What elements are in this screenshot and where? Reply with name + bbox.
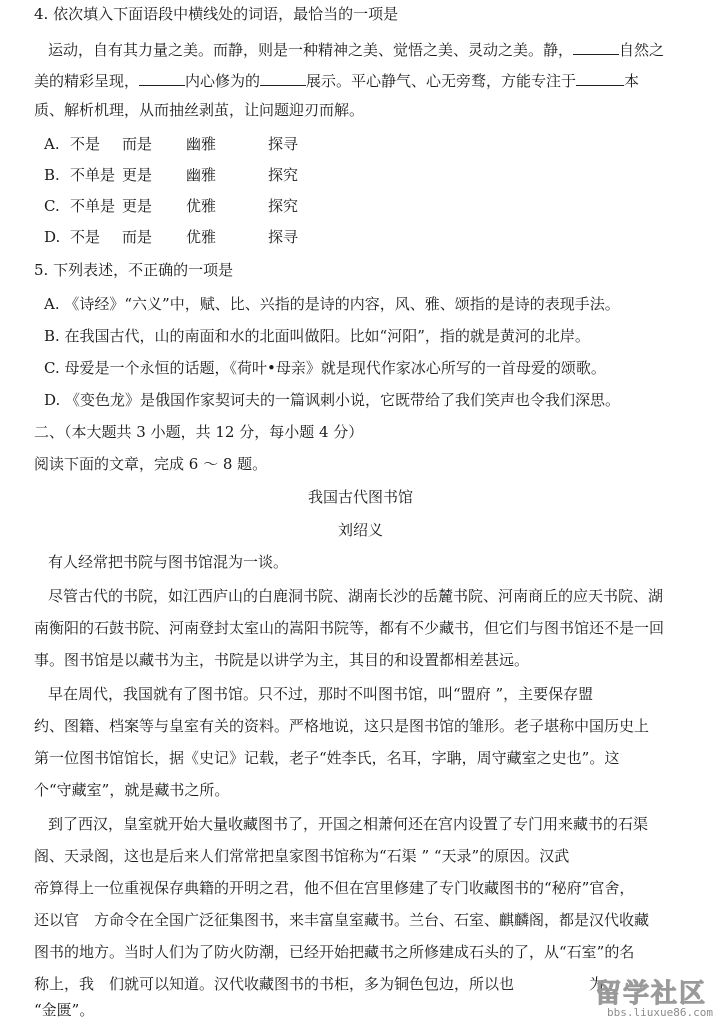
q5-option-c: C. 母爱是一个永恒的话题，《荷叶•母亲》就是现代作家冰心所写的一首母爱的颂歌。 bbox=[44, 359, 606, 377]
q4-text: 自然之 bbox=[619, 41, 665, 59]
article-line: “金匮”。 bbox=[34, 1001, 95, 1019]
section-heading: 二、（本大题共 3 小题，共 12 分，每小题 4 分） bbox=[34, 423, 364, 441]
reading-instruction: 阅读下面的文章，完成 6 ～ 8 题。 bbox=[34, 455, 268, 473]
q4-text: 运动，自有其力量之美。而静，则是一种精神之美、觉悟之美、灵动之美。静， bbox=[48, 41, 574, 59]
q4-paragraph-line-3: 质、解析机理，从而抽丝剥茧，让问题迎刃而解。 bbox=[34, 101, 365, 119]
q5-option-a: A. 《诗经》“六义”中，赋、比、兴指的是诗的内容，风、雅、颂指的是诗的表现手法。 bbox=[44, 295, 620, 313]
q4-paragraph-line-1 bbox=[48, 38, 664, 60]
article-line: 有人经常把书院与图书馆混为一谈。 bbox=[48, 553, 289, 571]
article-line: 第一位图书馆馆长，据《史记》记载，老子“姓李氏，名耳，字聃，周守藏室之史也”。这 bbox=[34, 749, 620, 767]
article-line: 个“守藏室”，就是藏书之所。 bbox=[34, 781, 230, 799]
article-line: 帝算得上一位重视保存典籍的开明之君，他不但在宫里修建了专门收藏图书的“秘府”官舍， bbox=[34, 879, 635, 897]
article-line: 称上，我 们就可以知道。汉代收藏图书的书柜，多为铜色包边，所以也 为 bbox=[34, 975, 605, 993]
article-title: 我国古代图书馆 bbox=[307, 488, 413, 506]
blank-4 bbox=[576, 69, 624, 86]
q4-paragraph-line-2 bbox=[34, 69, 639, 91]
blank-2 bbox=[139, 69, 185, 86]
article-line: 尽管古代的书院，如江西庐山的白鹿洞书院、湖南长沙的岳麓书院、河南商丘的应天书院、湖 bbox=[48, 587, 664, 605]
q4-text: 内心修为的 bbox=[185, 72, 261, 90]
q4-text: 美的精彩呈现， bbox=[34, 72, 140, 90]
q5-option-d: D. 《变色龙》是俄国作家契诃夫的一篇讽刺小说，它既带给了我们笑声也令我们深思。 bbox=[44, 391, 621, 409]
article-author: 刘绍义 bbox=[337, 521, 383, 539]
q5-stem: 5. 下列表述，不正确的一项是 bbox=[34, 261, 234, 279]
watermark bbox=[565, 971, 715, 1021]
article-line: 事。图书馆是以藏书为主，书院是以讲学为主，其目的和设置都相差甚远。 bbox=[34, 651, 530, 669]
watermark-url: bbs.liuxue86.com bbox=[607, 1006, 713, 1019]
article-line: 图书的地方。当时人们为了防火防潮，已经开始把藏书之所修建成石头的了，从“石室”的名 bbox=[34, 943, 635, 961]
blank-1 bbox=[573, 38, 619, 55]
q4-text: 本 bbox=[624, 72, 640, 90]
article-line: 南衡阳的石鼓书院、河南登封太室山的嵩阳书院等，都有不少藏书，但它们与图书馆还不是一回 bbox=[34, 619, 665, 637]
q4-text: 展示。平心静气、心无旁骛，方能专注于 bbox=[306, 72, 577, 90]
blank-3 bbox=[260, 69, 306, 86]
article-line: 约、图籍、档案等与皇室有关的资料。严格地说，这只是图书馆的雏形。老子堪称中国历史上 bbox=[34, 717, 650, 735]
q4-stem: 4. 依次填入下面语段中横线处的词语，最恰当的一项是 bbox=[34, 5, 399, 23]
article-line: 还以官 方命令在全国广泛征集图书，来丰富皇室藏书。兰台、石室、麒麟阁，都是汉代收藏 bbox=[34, 911, 650, 929]
article-line: 早在周代，我国就有了图书馆。只不过，那时不叫图书馆，叫“盟府 ”，主要保存盟 bbox=[48, 685, 594, 703]
q5-option-b: B. 在我国古代，山的南面和水的北面叫做阳。比如“河阳”，指的就是黄河的北岸。 bbox=[44, 327, 590, 345]
article-line: 阁、天录阁，这也是后来人们常常把皇家图书馆称为“石渠 ” “天录”的原因。汉武 bbox=[34, 847, 570, 865]
watermark-title: 留学社区 bbox=[594, 979, 707, 1009]
exam-page: 4. 依次填入下面语段中横线处的词语，最恰当的一项是 运动，自有其力量之美。而静，则是一种精神之美、觉悟之美、灵动之美。静， 自然之 美的精彩呈现， 内心修为的 展示。平心静气、心无旁骛，方能专注于 本 质、解析机理，从而抽丝剥茧，让问题迎刃而解。 A. 不是 而是 幽雅 探寻 B. 不单是 更是 幽雅 探究 C. 不单是 更是 优雅 探究 D. 不是 而是 优雅 探寻 5. 下列表述，不正确的一项是 A. 《诗经》“六义”中，赋、比、兴指的是诗的内容，风、雅、颂指的是诗的表现手法。 B. 在我国古代，山的南面和水的北面叫做阳。比如“河阳”，指的就是黄河的北岸。 C. 母爱是一个永恒的话题，《荷叶•母亲》就是现代作家冰心所写的一首母爱的颂歌。 D. 《变色龙》是俄国作家契诃夫的一篇讽刺小说，它既带给了我们笑声也令我们深思。 二、（本大题共 3 小题，共 12 分，每小题 4 分） 阅读下面的文章，完成 6 ～ 8 题。 我国古代图书馆 刘绍义 有人经常把书院与图书馆混为一谈。 尽管古代的书院，如江西庐山的白鹿洞书院、湖南长沙的岳麓书院、河南商丘的应天书院、湖 南衡阳的石鼓书院、河南登封太室山的嵩阳书院等，都有不少藏书，但它们与图书馆还不是一回 事。图书馆是以藏书为主，书院是以讲学为主，其目的和设置都相差甚远。 早在周代，我国就有了图书馆。只不过，那时不叫图书馆，叫“盟府 ”，主要保存盟 约、图籍、档案等与皇室有关的资料。严格地说，这只是图书馆的雏形。老子堪称中国历史上 第一位图书馆馆长，据《史记》记载，老子“姓李氏，名耳，字聃，周守藏室之史也”。这 个“守藏室”，就是藏书之所。 到了西汉，皇室就开始大量收藏图书了，开国之相萧何还在宫内设置了专门用来藏书的石渠 阁、天录阁，这也是后来人们常常把皇家图书馆称为“石渠 ” “天录”的原因。汉武 帝算得上一位重视保存典籍的开明之君，他不但在宫里修建了专门收藏图书的“秘府”官舍， 还以官 方命令在全国广泛征集图书，来丰富皇室藏书。兰台、石室、麒麟阁，都是汉代收藏 图书的地方。当时人们为了防火防潮，已经开始把藏书之所修建成石头的了，从“石室”的名 称上，我 们就可以知道。汉代收藏图书的书柜，多为铜色包边，所以也 为 “金匮”。 留学社区 bbs.liuxue86.com bbox=[0, 0, 721, 1025]
article-line: 到了西汉，皇室就开始大量收藏图书了，开国之相萧何还在宫内设置了专门用来藏书的石渠 bbox=[48, 815, 649, 833]
